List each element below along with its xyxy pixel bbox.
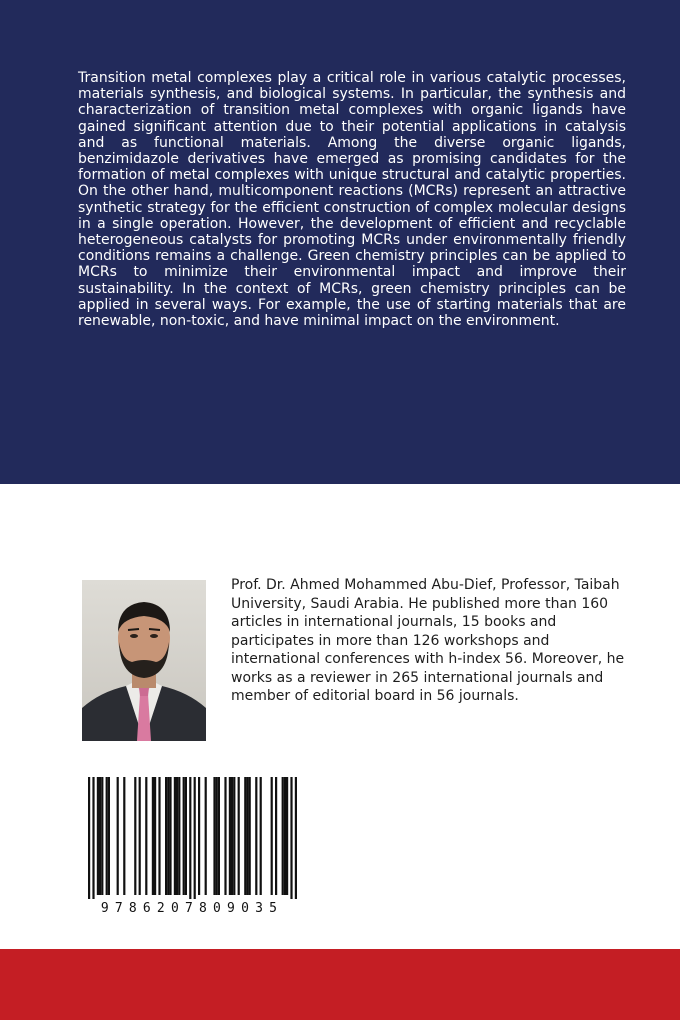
blurb-panel (0, 0, 680, 484)
barcode-bar (231, 777, 233, 895)
barcode-bar (198, 777, 200, 895)
barcode-bar (290, 777, 292, 899)
author-bio: Prof. Dr. Ahmed Mohammed Abu-Dief, Professor, Taibah University, Saudi Arabia. He published more than 160 articles in international journals, 15 books and participates in more than 126 workshops and international conferences with h-index 56. Moreover, he works as a reviewer in 265 international journals and member of editorial board in 56 journals. (231, 577, 625, 704)
barcode-bar (108, 777, 110, 895)
barcode-bar (255, 777, 257, 895)
book-description: Transition metal complexes play a critical role in various catalytic processes, materials synthesis, and biological systems. In particular, the synthesis and characterization of transition metal complexes with organic ligands have gained significant attention due to their potential applications in catalysis and as functional materials. Among the diverse organic ligands, benzimidazole derivatives have emerged as promising candidates for the formation of metal complexes with unique structural and catalytic properties. On the other hand, multicomponent reactions (MCRs) represent an attractive synthetic strategy for the efficient construction of complex molecular designs in a single operation. However, the development of efficient and recyclable heterogeneous catalysts for promoting MCRs under environmentally friendly conditions remains a challenge. Green chemistry principles can be applied to MCRs to minimize their environmental impact and improve their sustainability. In the context of MCRs, green chemistry principles can be applied in several ways. For example, the use of starting materials that are renewable, non-toxic, and have minimal impact on the environment. (78, 70, 626, 330)
barcode-bar (282, 777, 284, 895)
author-photo (82, 580, 206, 741)
barcode-graphic (74, 775, 310, 915)
barcode-bar (185, 777, 187, 895)
bottom-color-band (0, 949, 680, 1020)
barcode-bar (139, 777, 141, 895)
barcode-bar (271, 777, 273, 895)
barcode-bar (216, 777, 218, 895)
barcode-bar (145, 777, 147, 895)
barcode-bar (99, 777, 101, 895)
barcode-bar (224, 777, 226, 895)
barcode-bar (154, 777, 156, 895)
barcode-bar (88, 777, 90, 899)
barcode-bar (275, 777, 277, 895)
barcode-bar (174, 777, 176, 895)
barcode-bar (183, 777, 185, 895)
barcode-bar (152, 777, 154, 895)
barcode-bar (165, 777, 167, 895)
barcode-bar (233, 777, 235, 895)
barcode-bar (286, 777, 288, 895)
barcode-bar (176, 777, 178, 895)
barcode-bar (194, 777, 196, 899)
barcode-bar (189, 777, 191, 899)
barcode-bar (213, 777, 215, 895)
barcode-bar (92, 777, 94, 899)
barcode-bar (117, 777, 119, 895)
barcode-bar (169, 777, 171, 895)
barcode-bar (101, 777, 103, 895)
barcode-bar (229, 777, 231, 895)
barcode-bar (260, 777, 262, 895)
barcode-bar (249, 777, 251, 895)
barcode-bar (97, 777, 99, 895)
barcode-bar (205, 777, 207, 895)
barcode-bar (106, 777, 108, 895)
barcode-bar (295, 777, 297, 899)
barcode-bar (134, 777, 136, 895)
barcode-bar (284, 777, 286, 895)
isbn-barcode (74, 775, 310, 915)
barcode-bar (123, 777, 125, 895)
barcode-bar (158, 777, 160, 895)
author-portrait-illustration (82, 580, 206, 741)
barcode-bar (178, 777, 180, 895)
barcode-bar (218, 777, 220, 895)
barcode-bar (246, 777, 248, 895)
barcode-bar (238, 777, 240, 895)
barcode-bar (244, 777, 246, 895)
barcode-number: 9786207809035 (100, 901, 284, 915)
barcode-bar (167, 777, 169, 895)
